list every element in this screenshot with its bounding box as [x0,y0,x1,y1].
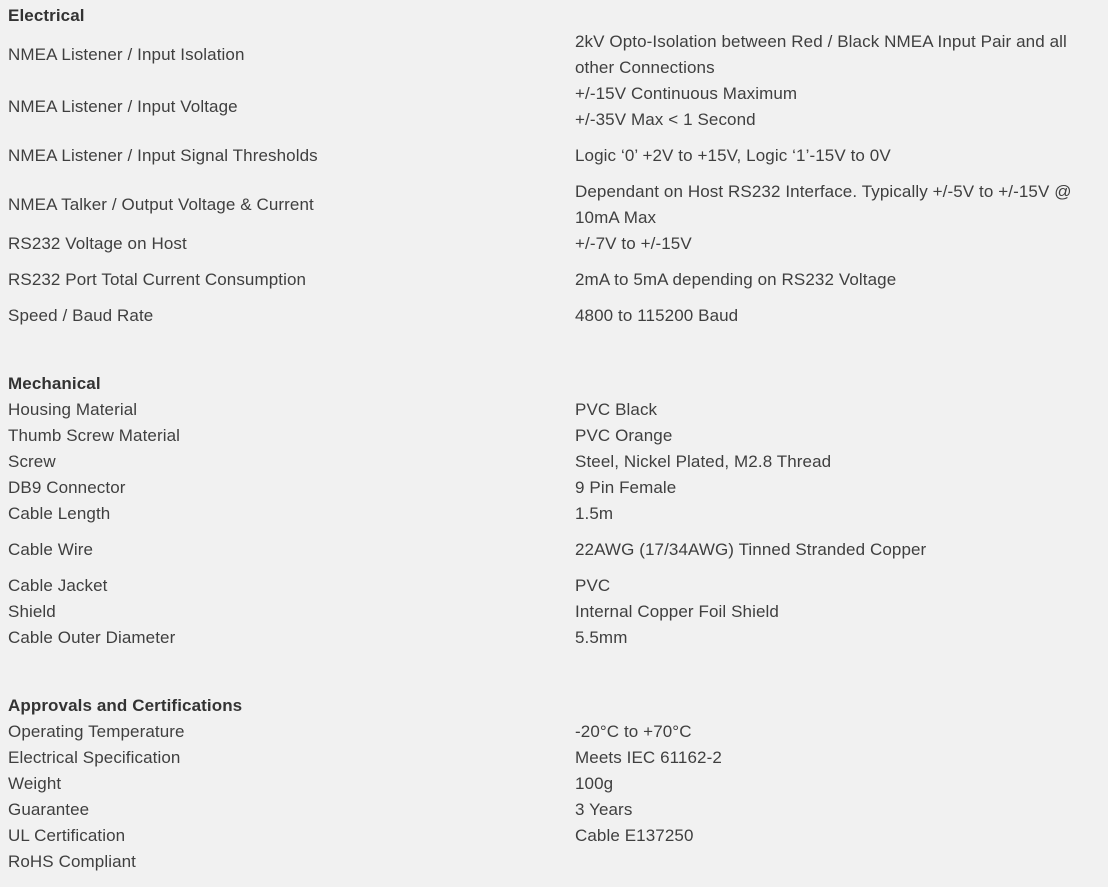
spec-label: Operating Temperature [8,722,185,741]
spec-label: RoHS Compliant [8,852,137,871]
spec-value: -20°C to +70°C [575,722,692,741]
spec-value: 100g [575,774,614,793]
spec-value: Cable E137250 [575,826,694,845]
spec-value: Steel, Nickel Plated, M2.8 Thread [575,452,832,471]
spec-value: PVC Orange [575,426,673,445]
spec-value: PVC [575,576,611,595]
spec-value: Internal Copper Foil Shield [575,602,779,621]
spec-label: Weight [8,774,62,793]
spec-value: 9 Pin Female [575,478,677,497]
spec-value: 22AWG (17/34AWG) Tinned Stranded Copper [575,540,927,559]
spec-label: Speed / Baud Rate [8,306,154,325]
spec-label: Thumb Screw Material [8,426,181,445]
spec-value: Logic ‘0’ +2V to +15V, Logic ‘1’-15V to 0V [575,146,891,165]
spec-value: 4800 to 115200 Baud [575,306,739,325]
spec-label: Shield [8,602,56,621]
spec-label: NMEA Talker / Output Voltage & Current [8,195,314,214]
spec-value: Meets IEC 61162-2 [575,748,722,767]
spec-value: 2mA to 5mA depending on RS232 Voltage [575,270,897,289]
spec-label: NMEA Listener / Input Isolation [8,45,245,64]
section-title-electrical: Electrical [8,6,85,25]
spec-value: +/-7V to +/-15V [575,234,692,253]
spec-label: Cable Jacket [8,576,108,595]
spec-label: RS232 Voltage on Host [8,234,187,253]
spec-label: NMEA Listener / Input Signal Thresholds [8,146,318,165]
section-title-mechanical: Mechanical [8,374,101,393]
spec-value: PVC Black [575,400,658,419]
spec-label: Cable Length [8,504,111,523]
spec-value [575,81,1095,133]
spec-label: RS232 Port Total Current Consumption [8,270,307,289]
spec-label: Housing Material [8,400,138,419]
spec-value: 5.5mm [575,628,628,647]
spec-label: Cable Wire [8,540,94,559]
spec-label: NMEA Listener / Input Voltage [8,97,238,116]
spec-label: Electrical Specification [8,748,181,767]
spec-label: Cable Outer Diameter [8,628,176,647]
spec-label: UL Certification [8,826,126,845]
spec-value: 3 Years [575,800,633,819]
spec-value: 1.5m [575,504,614,523]
spec-label: DB9 Connector [8,478,126,497]
spec-value-line: +/-15V Continuous Maximum [575,84,798,103]
spec-label: Screw [8,452,56,471]
spec-value: 2kV Opto-Isolation between Red / Black NMEA Input Pair and all other Connections [575,32,1067,77]
spec-value: Dependant on Host RS232 Interface. Typically +/-5V to +/-15V @ 10mA Max [575,182,1072,227]
spec-label: Guarantee [8,800,90,819]
section-title-approvals: Approvals and Certifications [8,696,243,715]
spec-value-line: +/-35V Max < 1 Second [575,110,756,129]
